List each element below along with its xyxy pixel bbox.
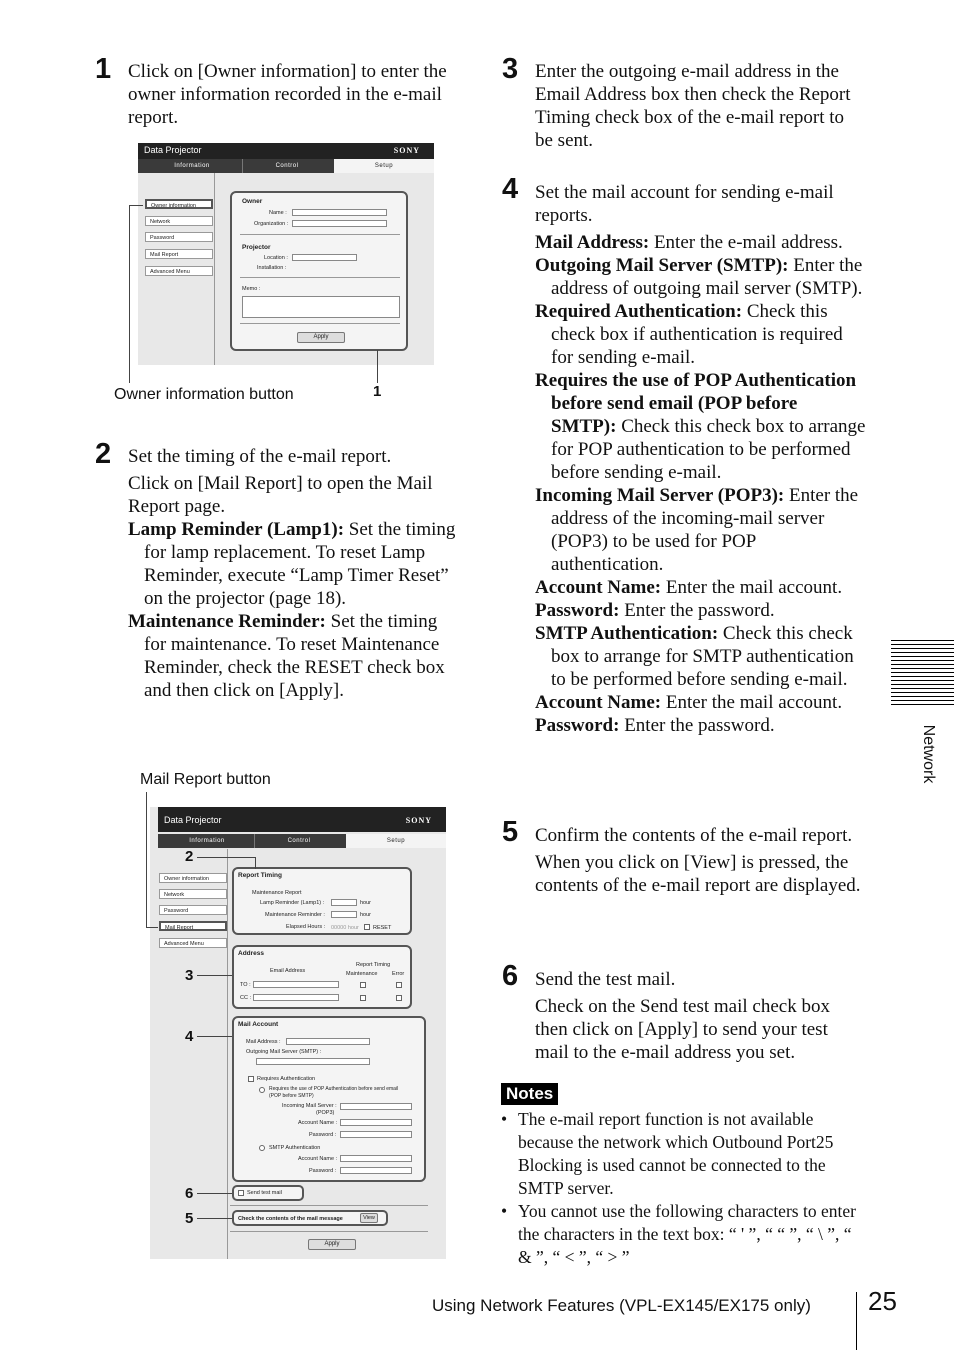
term: Account Name:: [535, 577, 662, 598]
smtp-authentication-label: SMTP Authentication: [269, 1145, 321, 1151]
name-label: Name :: [269, 210, 287, 216]
owner-heading: Owner: [242, 198, 263, 205]
sidebar-divider: [227, 849, 228, 1259]
def-maintenance-reminder: [128, 610, 463, 702]
footer-title: Using Network Features (VPL-EX145/EX175 only): [432, 1296, 811, 1315]
mail-address-label: Mail Address :: [246, 1039, 281, 1045]
step-4-number: 4: [502, 173, 519, 205]
mail-report-caption: Mail Report button: [140, 771, 271, 788]
view-button[interactable]: View: [360, 1213, 378, 1223]
divider: [230, 1205, 428, 1206]
def-account-name: [535, 576, 867, 599]
cc-email-input[interactable]: [253, 994, 339, 1001]
report-timing-panel: [232, 867, 412, 935]
mail-account-heading: Mail Account: [238, 1021, 279, 1028]
sidebar-network[interactable]: Network: [145, 216, 213, 226]
note-item: [501, 1200, 867, 1269]
maintenance-column: Maintenance: [346, 971, 378, 977]
sidebar-owner-information[interactable]: Owner information: [145, 199, 213, 209]
pop-account-name-input[interactable]: [340, 1119, 412, 1126]
divider: [240, 277, 400, 278]
memo-label: Memo :: [242, 286, 261, 292]
bullet-icon: •: [501, 1109, 508, 1129]
def-mail-address: [535, 231, 867, 254]
notes-list: [501, 1108, 867, 1269]
term: SMTP Authentication:: [535, 623, 719, 644]
sidebar-advanced-menu[interactable]: Advanced Menu: [145, 266, 213, 276]
maintenance-report-label: Maintenance Report: [252, 890, 302, 896]
smtp-password-input[interactable]: [340, 1167, 412, 1174]
desc: Enter the mail account.: [661, 577, 843, 598]
owner-info-screenshot: [138, 143, 434, 365]
note-item: [501, 1108, 867, 1200]
callout-line: [197, 1036, 232, 1037]
to-label: TO :: [240, 982, 251, 988]
check-contents-label: Check the contents of the mail message: [238, 1216, 343, 1222]
location-input[interactable]: [292, 254, 357, 261]
smtp-server-label: Outgoing Mail Server (SMTP) :: [246, 1049, 322, 1055]
requires-authentication-checkbox[interactable]: [248, 1076, 254, 1082]
step-5-title: Confirm the contents of the e-mail report.: [535, 825, 853, 846]
cc-error-checkbox[interactable]: [396, 995, 402, 1001]
pop-password-input[interactable]: [340, 1131, 412, 1138]
term: Mail Address:: [535, 232, 650, 253]
sidebar-password[interactable]: Password: [145, 232, 213, 242]
owner-panel: [230, 191, 408, 351]
divider: [240, 323, 400, 324]
note-text: The e-mail report function is not available because the network which Outbound Port25 Blocking is used cannot be connected to the SMTP server.: [518, 1109, 834, 1198]
mail-account-panel: [232, 1016, 426, 1182]
step-4-title: Set the mail account for sending e-mail reports.: [535, 182, 834, 226]
elapsed-hours-label: Elapsed Hours :: [286, 924, 326, 930]
callout-2: 2: [185, 848, 194, 865]
lamp-reminder-input[interactable]: [331, 899, 357, 906]
def-required-auth: [535, 300, 867, 369]
callout-4: 4: [185, 1028, 194, 1045]
check-contents-panel: [232, 1210, 388, 1226]
app-title: Data Projector: [144, 145, 202, 155]
apply-button[interactable]: Apply: [297, 332, 345, 343]
apply-button[interactable]: Apply: [308, 1239, 356, 1250]
brand-logo: SONY: [405, 816, 432, 825]
def-pop-before-smtp: [535, 369, 867, 484]
bullet-icon: •: [501, 1201, 508, 1221]
divider: [230, 1231, 428, 1232]
smtp-server-input[interactable]: [256, 1058, 370, 1065]
def-account-name-2: [535, 691, 867, 714]
to-email-input[interactable]: [253, 981, 339, 988]
callout-line: [197, 975, 232, 976]
reset-checkbox[interactable]: [364, 924, 370, 930]
app-header: [138, 143, 434, 160]
step-6-text: Check on the Send test mail check box then click on [Apply] to send your test mail to the e-mail address you set.: [535, 996, 830, 1063]
desc: Set the timing for lamp replacement. To reset Lamp Reminder, execute “Lamp Timer Reset” on the projector (page 18).: [144, 519, 456, 609]
report-timing-heading: Report Timing: [238, 872, 282, 879]
def-password: [535, 599, 867, 622]
incoming-server-label: Incoming Mail Server :: [282, 1103, 337, 1109]
sidebar-owner-information[interactable]: Owner information: [159, 873, 227, 883]
app-title: Data Projector: [164, 815, 222, 825]
step-6-number: 6: [502, 960, 519, 992]
smtp-account-name-input[interactable]: [340, 1155, 412, 1162]
hour-unit: hour: [360, 912, 372, 918]
footer-divider: [856, 1292, 857, 1350]
callout-line: [197, 1193, 232, 1194]
step-5-number: 5: [502, 816, 519, 848]
step-5-body: [535, 824, 865, 897]
owner-button-caption: Owner information button: [114, 386, 294, 403]
address-heading: Address: [238, 950, 265, 957]
maintenance-reminder-label: Maintenance Reminder :: [265, 912, 325, 918]
name-input[interactable]: [292, 209, 387, 216]
term: Lamp Reminder (Lamp1):: [128, 519, 345, 540]
desc: Check this check box to arrange for POP authentication to be performed before sending e-mail.: [551, 416, 866, 483]
sidebar-password[interactable]: Password: [159, 905, 227, 915]
sidebar-mail-report[interactable]: Mail Report: [145, 249, 213, 259]
callout-6: 6: [185, 1185, 194, 1202]
term: Outgoing Mail Server (SMTP):: [535, 255, 789, 276]
password-label: Password :: [309, 1132, 337, 1138]
def-lamp-reminder: [128, 518, 463, 610]
term: Password:: [535, 715, 620, 736]
smtp-authentication-radio[interactable]: [259, 1145, 265, 1151]
term: Requires the use of POP Authentication before send email (POP before SMTP):: [535, 370, 857, 437]
cc-maintenance-checkbox[interactable]: [360, 995, 366, 1001]
tab-information[interactable]: Information: [174, 163, 210, 169]
to-error-checkbox[interactable]: [396, 982, 402, 988]
sidebar-mail-report[interactable]: Mail Report: [159, 921, 227, 931]
callout-5: 5: [185, 1210, 194, 1227]
desc: Enter the password.: [619, 600, 775, 621]
tab-setup[interactable]: Setup: [346, 834, 446, 848]
incoming-server-input[interactable]: [340, 1103, 412, 1110]
term: Incoming Mail Server (POP3):: [535, 485, 785, 506]
app-header: [158, 807, 446, 832]
step-1-number: 1: [95, 53, 112, 85]
desc: Enter the mail account.: [661, 692, 843, 713]
desc: Enter the address of outgoing mail server (SMTP).: [551, 255, 863, 299]
account-name-label: Account Name :: [298, 1156, 338, 1162]
tab-control[interactable]: Control: [254, 834, 343, 848]
hour-unit: hour: [360, 900, 372, 906]
step-2-title: Set the timing of the e-mail report.: [128, 446, 392, 467]
sidebar-network[interactable]: Network: [159, 889, 227, 899]
tab-bar: [158, 834, 446, 848]
step-4-body: [535, 181, 867, 737]
desc: Enter the password.: [619, 715, 775, 736]
callout-line: [129, 205, 143, 206]
send-test-panel: [232, 1185, 304, 1201]
note-text: You cannot use the following characters to enter the characters in the text box: “ ' ”, “ “ ”, “ \ ”, “ & ”, “ < ”, “ > ”: [518, 1201, 856, 1267]
organization-label: Organization :: [254, 221, 289, 227]
organization-input[interactable]: [292, 220, 387, 227]
term: Maintenance Reminder:: [128, 611, 326, 632]
pop-before-smtp-radio[interactable]: [259, 1087, 265, 1093]
installation-label: Installation :: [257, 265, 287, 271]
memo-textarea[interactable]: [242, 296, 400, 318]
desc: Set the timing for maintenance. To reset Maintenance Reminder, check the RESET check box and then click on [Apply].: [144, 611, 445, 701]
reset-label: RESET: [373, 925, 392, 931]
lamp-reminder-label: Lamp Reminder (Lamp1) :: [260, 900, 325, 906]
report-timing-column: Report Timing: [356, 962, 391, 968]
desc: Check this check box to arrange for SMTP authentication to be performed before sending e-mail.: [551, 623, 854, 690]
def-smtp-server: [535, 254, 867, 300]
callout-3: 3: [185, 967, 194, 984]
callout-line: [146, 927, 158, 928]
tab-control[interactable]: Control: [242, 159, 331, 173]
notes-label: Notes: [501, 1083, 558, 1105]
send-test-mail-label: Send test mail: [247, 1190, 282, 1196]
tab-information[interactable]: Information: [189, 838, 225, 844]
term: Required Authentication:: [535, 301, 743, 322]
requires-authentication-label: Requires Authentication: [257, 1076, 316, 1082]
step-1-text: Click on [Owner information] to enter the owner information recorded in the e-mail report.: [128, 61, 447, 128]
def-password-2: [535, 714, 867, 737]
pop-before-smtp-label-2: (POP before SMTP): [269, 1093, 314, 1099]
step-2-number: 2: [95, 438, 112, 470]
projector-heading: Projector: [242, 244, 271, 251]
def-smtp-authentication: [535, 622, 867, 691]
step-5-text: When you click on [View] is pressed, the contents of the e-mail report are displayed.: [535, 852, 861, 896]
account-name-label: Account Name :: [298, 1120, 338, 1126]
send-test-mail-checkbox[interactable]: [238, 1190, 244, 1196]
sidebar-divider: [214, 173, 215, 365]
term: Password:: [535, 600, 620, 621]
def-incoming-server: [535, 484, 867, 576]
step-2-body: [128, 445, 463, 702]
password-label: Password :: [309, 1168, 337, 1174]
error-column: Error: [392, 971, 405, 977]
tab-bar: [138, 159, 434, 173]
callout-line: [255, 857, 256, 869]
callout-1: 1: [373, 383, 382, 400]
side-tab-stripes: [891, 640, 954, 708]
step-2-intro: Click on [Mail Report] to open the Mail Report page.: [128, 473, 433, 517]
email-address-column: Email Address: [270, 968, 306, 974]
step-6-body: [535, 968, 865, 1064]
desc: Enter the e-mail address.: [649, 232, 843, 253]
step-3-number: 3: [502, 53, 519, 85]
desc: Enter the address of the incoming-mail server (POP3) to be used for POP authentication.: [551, 485, 859, 575]
term: Account Name:: [535, 692, 662, 713]
address-panel: [232, 945, 412, 1009]
pop3-label: (POP3): [316, 1110, 335, 1116]
to-maintenance-checkbox[interactable]: [360, 982, 366, 988]
divider: [240, 234, 400, 235]
location-label: Location :: [264, 255, 288, 261]
callout-line: [129, 205, 130, 383]
callout-line: [377, 350, 378, 383]
side-tab-label: Network: [920, 724, 937, 784]
brand-logo: SONY: [393, 146, 420, 155]
step-6-title: Send the test mail.: [535, 969, 676, 990]
mail-address-input[interactable]: [286, 1038, 370, 1045]
callout-line: [197, 1218, 232, 1219]
tab-setup[interactable]: Setup: [334, 159, 434, 173]
sidebar-advanced-menu[interactable]: Advanced Menu: [159, 938, 227, 948]
elapsed-hours-value: 00000 hour: [331, 925, 359, 931]
desc: Check this check box if authentication is required for sending e-mail.: [551, 301, 843, 368]
callout-line: [146, 792, 147, 927]
pop-before-smtp-label: Requires the use of POP Authentication before send email: [269, 1086, 399, 1092]
maintenance-reminder-input[interactable]: [331, 911, 357, 918]
page-number: 25: [868, 1286, 897, 1316]
callout-line: [197, 857, 255, 858]
step-3-text: Enter the outgoing e-mail address in the Email Address box then check the Report Timing check box of the e-mail report to be sent.: [535, 61, 851, 151]
mail-report-screenshot: [150, 807, 446, 1259]
cc-label: CC :: [240, 995, 251, 1001]
